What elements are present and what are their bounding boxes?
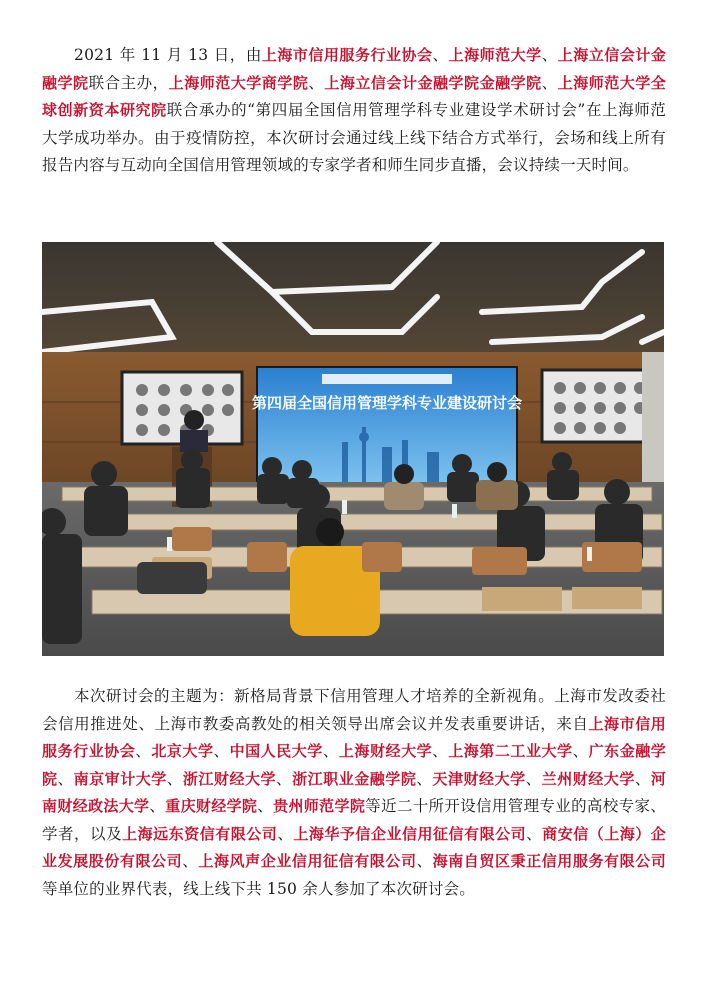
text-segment: 、: [257, 797, 274, 815]
highlighted-organization: 上海第二工业大学: [448, 742, 573, 760]
highlighted-organization: 南京审计大学: [73, 769, 167, 788]
text-segment: 等近二十所开设信用管理专业的高校专家、学者，以及: [42, 797, 666, 843]
text-segment: 、: [416, 852, 433, 870]
text-segment: 本次研讨会的主题为：新格局背景下信用管理人才培养的全新视角。上海市发改委社会信用推进处、上海市教委高教处的相关领导出席会议并发表重要讲话，来自: [42, 687, 666, 733]
theme-paragraph: [42, 683, 666, 903]
highlighted-organization: 上海市信用服务行业协会: [261, 46, 433, 64]
highlighted-organization: 北京大学: [151, 742, 214, 760]
text-segment: 、: [322, 742, 339, 760]
text-segment: 、: [541, 46, 558, 64]
text-segment: 、: [166, 769, 183, 788]
text-segment: 、: [276, 769, 293, 788]
highlighted-organization: 天津财经大学: [432, 769, 526, 788]
highlighted-organization: 贵州师范学院: [273, 797, 366, 815]
text-segment: 2021 年 11 月 13 日，由: [42, 46, 262, 64]
text-segment: 、: [149, 797, 166, 815]
text-segment: 、: [277, 824, 294, 843]
highlighted-organization: 上海师范大学: [448, 46, 542, 64]
highlighted-organization: 上海师范大学全球创新资本研究院: [42, 73, 667, 119]
highlighted-organization: 上海立信会计金融学院金融学院: [324, 73, 542, 92]
highlighted-organization: 中国人民大学: [229, 742, 323, 760]
text-segment: 等单位的业界代表，线上线下共 150 余人参加了本次研讨会。: [42, 879, 475, 898]
banner-title: 第四届全国信用管理学科专业建设研讨会: [251, 394, 523, 412]
text-segment: 、: [525, 769, 542, 788]
highlighted-organization: 兰州财经大学: [541, 769, 635, 788]
highlighted-organization: 上海华予信企业信用征信有限公司: [293, 824, 527, 843]
text-segment: 、: [541, 73, 558, 92]
text-segment: 、: [57, 769, 74, 788]
highlighted-organization: 重庆财经学院: [165, 797, 258, 815]
highlighted-organization: 商安信（上海）企业发展股份有限公司: [42, 824, 667, 870]
text-segment: 、: [634, 769, 651, 788]
text-segment: 、: [526, 824, 543, 843]
text-segment: 、: [213, 742, 230, 760]
highlighted-organization: 上海风声企业信用征信有限公司: [198, 852, 417, 870]
text-segment: 、: [572, 742, 589, 760]
highlighted-organization: 广东金融学院: [42, 742, 667, 788]
highlighted-organization: 上海财经大学: [338, 742, 433, 760]
text-segment: 联合主办，: [88, 73, 169, 92]
highlighted-organization: 上海市信用服务行业协会: [42, 714, 666, 760]
highlighted-organization: 上海师范大学商学院: [168, 73, 309, 92]
text-segment: 、: [135, 742, 152, 760]
highlighted-organization: 上海立信会计金融学院: [42, 46, 667, 92]
text-segment: 、: [308, 73, 325, 92]
intro-paragraph: [42, 42, 666, 180]
text-segment: 、: [416, 769, 433, 788]
highlighted-organization: 河南财经政法大学: [42, 769, 667, 815]
text-segment: 、: [432, 46, 449, 64]
text-segment: 联合承办的“第四届全国信用管理学科专业建设学术研讨会”在上海师范大学成功举办。由于疫情防控，本次研讨会通过线上线下结合方式举行，会场和线上所有报告内容与互动向全国信用管理领域的专家学者和师生同步直播，会议持续一天时间。: [42, 101, 666, 174]
text-segment: 、: [182, 852, 199, 870]
conference-photo: [42, 242, 664, 656]
highlighted-organization: 浙江职业金融学院: [292, 769, 417, 788]
text-segment: 、: [432, 742, 449, 760]
highlighted-organization: 海南自贸区秉正信用服务有限公司: [432, 852, 666, 870]
highlighted-organization: 浙江财经大学: [182, 769, 277, 788]
highlighted-organization: 上海远东资信有限公司: [122, 824, 278, 843]
